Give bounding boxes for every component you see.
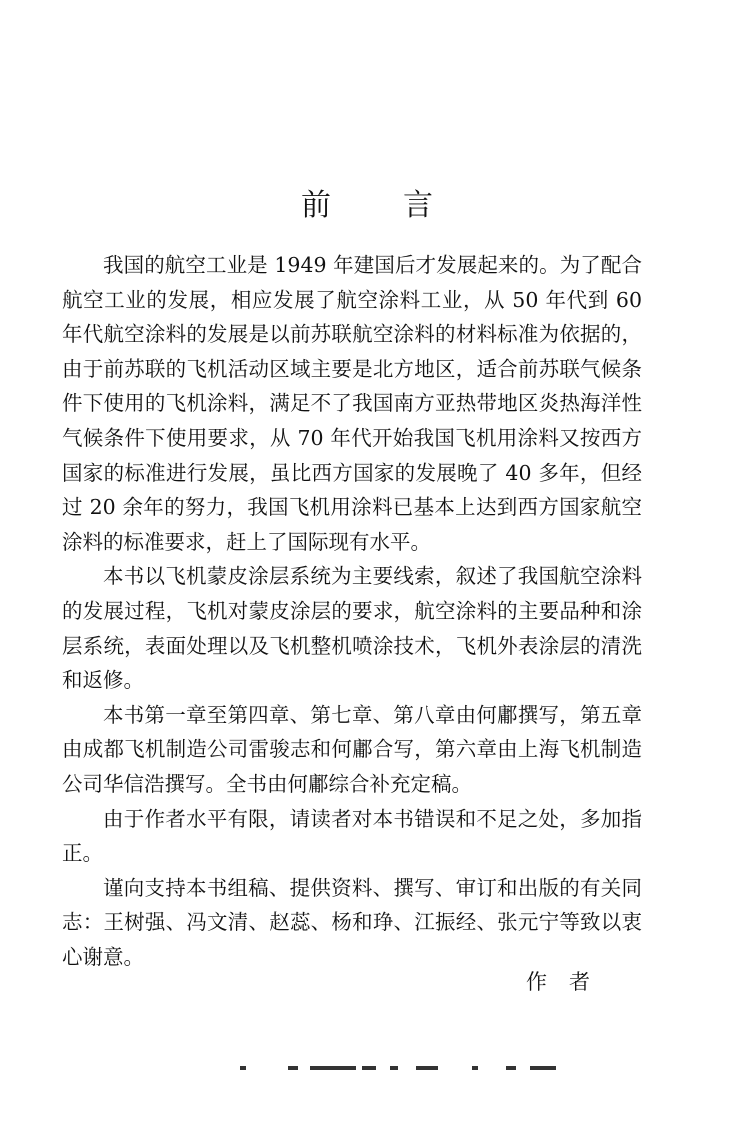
page-title xyxy=(0,180,736,224)
author-signature xyxy=(526,966,594,996)
paragraph-2: 本书以飞机蒙皮涂层系统为主要线索，叙述了我国航空涂料的发展过程，飞机对蒙皮涂层的要求，航空涂料的主要品种和涂层系统，表面处理以及飞机整机喷涂技术，飞机外表涂层的清洗和返修。 xyxy=(62,564,642,693)
paragraph-4: 由于作者水平有限，请读者对本书错误和不足之处，多加指正。 xyxy=(62,806,642,866)
author-char-1: 作 xyxy=(526,970,551,994)
author-char-2: 者 xyxy=(569,970,594,994)
paragraph-1: 我国的航空工业是 1949 年建国后才发展起来的。为了配合航空工业的发展，相应发展了航空涂料工业，从 50 年代到 60 年代航空涂料的发展是以前苏联航空涂料的材料标准为依据的，由于前苏联的飞机活动区域主要是北方地区，适合前苏联气候条件下使用的飞机涂料，满足不了我国南方亚热带地区炎热海洋性气候条件下使用要求，从 70 年代开始我国飞机用涂料又按西方国家的标准进行发展，虽比西方国家的发展晚了 40 多年，但经过 20 余年的努力，我国飞机用涂料已基本上达到西方国家航空涂料的标准要求，赶上了国际现有水平。 xyxy=(62,253,642,554)
preface-body xyxy=(62,248,642,974)
paragraph-5: 谨向支持本书组稿、提供资料、撰写、审订和出版的有关同志：王树强、冯文清、赵蕊、杨和琤、江振经、张元宁等致以衷心谢意。 xyxy=(62,875,642,969)
scan-artifact xyxy=(240,1063,570,1073)
paragraph-3: 本书第一章至第四章、第七章、第八章由何鄘撰写，第五章由成都飞机制造公司雷骏志和何鄘合写，第六章由上海飞机制造公司华信浩撰写。全书由何鄘综合补充定稿。 xyxy=(62,702,642,796)
title-char-1: 前 xyxy=(301,188,333,223)
title-char-2: 言 xyxy=(403,188,435,223)
